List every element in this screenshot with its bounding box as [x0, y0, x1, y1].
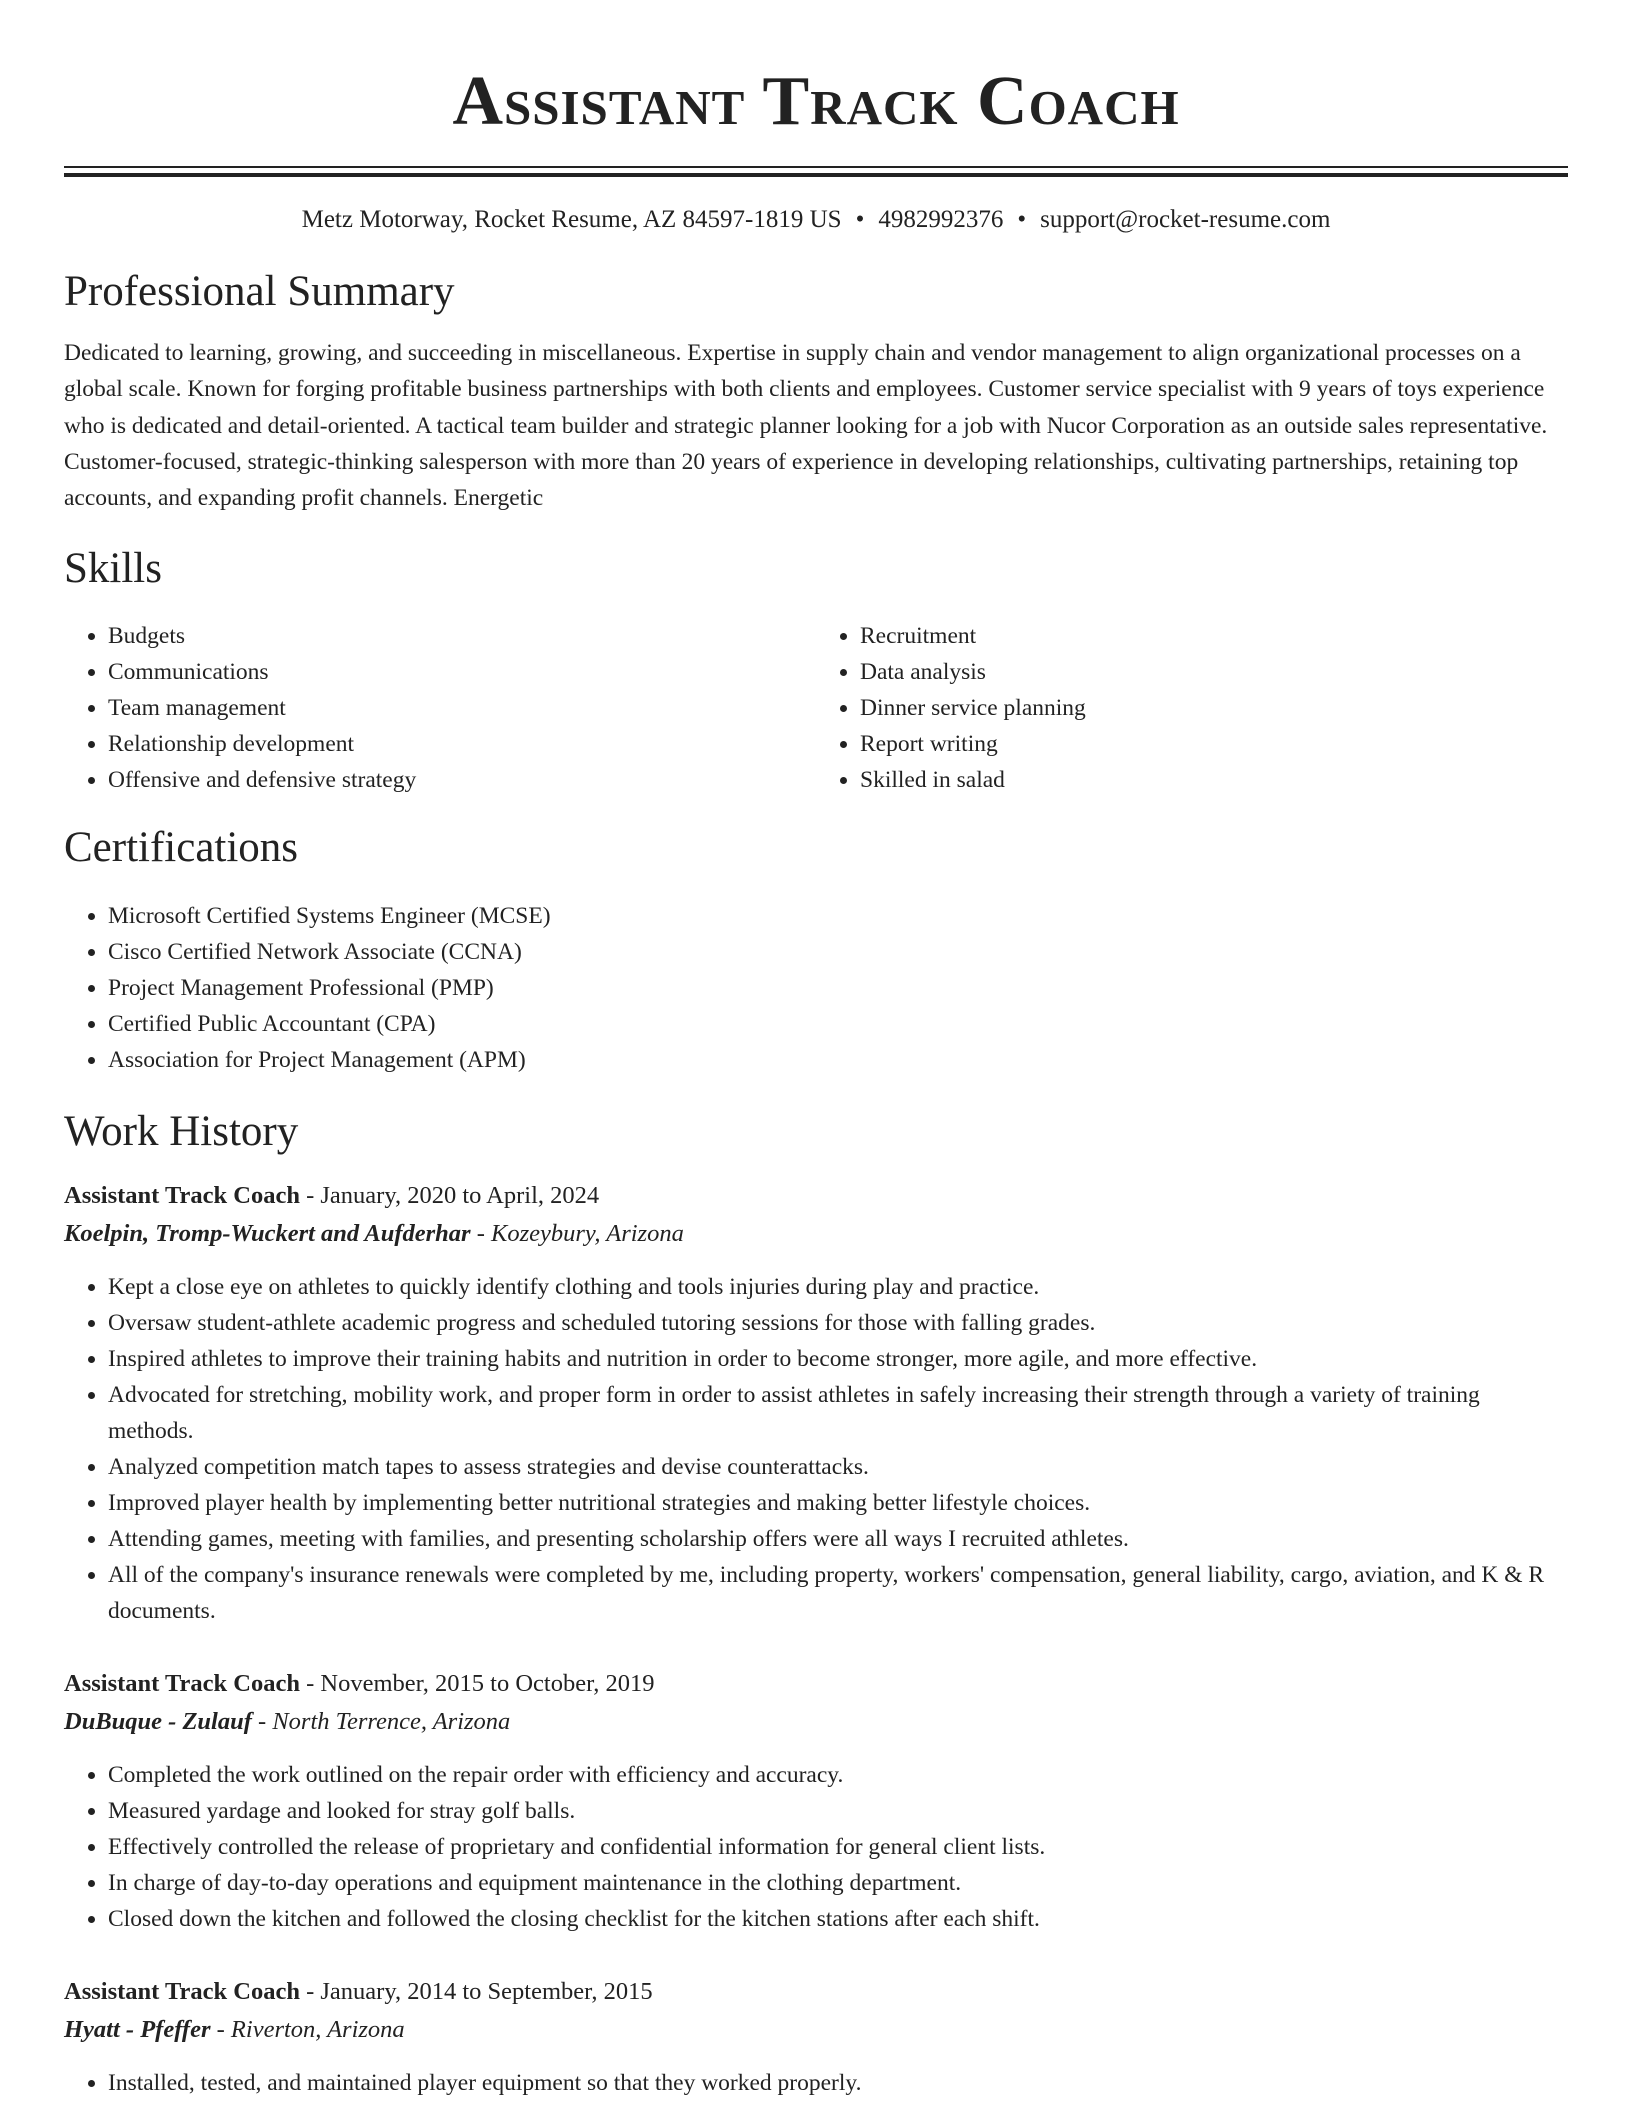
job-bullets [64, 2065, 1568, 2101]
certifications-heading: Certifications [64, 824, 299, 872]
job-company-line [64, 1215, 1568, 1253]
job-dash: - [299, 1182, 321, 1210]
job-location: North Terrence, Arizona [272, 1708, 511, 1736]
job-dash: - [299, 1978, 321, 2006]
job-bullet: • Closed down the kitchen and followed the closing checklist for the kitchen stations after each shift. [108, 1901, 1568, 1937]
job-entry [64, 1665, 1568, 1937]
job-dates: January, 2020 to April, 2024 [320, 1182, 600, 1210]
contact-phone: 4982992376 [878, 206, 1004, 233]
job-bullet: • Measured yardage and looked for stray golf balls. [108, 1793, 1568, 1829]
job-bullet: • Oversaw student-athlete academic progress and scheduled tutoring sessions for those with falling grades. [108, 1305, 1568, 1341]
certification-item: • Certified Public Accountant (CPA) [108, 1006, 1568, 1042]
skill-item: • Relationship development [108, 726, 816, 762]
job-bullet: • Inspired athletes to improve their training habits and nutrition in order to become stronger, more agile, and more effective. [108, 1341, 1568, 1377]
job-title-line [64, 1177, 1568, 1215]
job-dash: - [299, 1670, 321, 1698]
contact-address: Metz Motorway, Rocket Resume, AZ 84597-1819 US [301, 206, 842, 233]
skills-heading: Skills [64, 545, 162, 593]
skill-item: • Dinner service planning [860, 690, 1568, 726]
resume-page [64, 0, 1568, 2101]
job-bullets [64, 1269, 1568, 1629]
job-role: Assistant Track Coach [64, 1670, 300, 1698]
job-bullet: • Installed, tested, and maintained player equipment so that they worked properly. [108, 2065, 1568, 2101]
job-dates: January, 2014 to September, 2015 [320, 1978, 653, 2006]
job-dash: - [210, 2016, 231, 2044]
job-bullet: • Improved player health by implementing better nutritional strategies and making better lifestyle choices. [108, 1485, 1568, 1521]
contact-separator: • [855, 206, 865, 233]
job-company: Hyatt - Pfeffer [64, 2016, 211, 2044]
skills-list-right [816, 618, 1568, 798]
job-bullet: • Advocated for stretching, mobility work, and proper form in order to assist athletes in safely increasing their strength through a variety of training methods. [108, 1377, 1568, 1449]
job-title-line [64, 1973, 1568, 2011]
job-entry [64, 1177, 1568, 1629]
skill-item: • Data analysis [860, 654, 1568, 690]
job-company-line [64, 2011, 1568, 2049]
job-dash: - [470, 1220, 491, 1248]
job-dash: - [251, 1708, 273, 1736]
resume-name: Assistant Track Coach [452, 63, 1180, 140]
contact-email: support@rocket-resume.com [1040, 206, 1331, 233]
skill-item: • Report writing [860, 726, 1568, 762]
certification-item: • Association for Project Management (APM) [108, 1042, 1568, 1078]
job-bullet: • Kept a close eye on athletes to quickly identify clothing and tools injuries during play and practice. [108, 1269, 1568, 1305]
certification-item: • Project Management Professional (PMP) [108, 970, 1568, 1006]
job-bullet: • Attending games, meeting with families, and presenting scholarship offers were all ways I recruited athletes. [108, 1521, 1568, 1557]
contact-line [64, 203, 1568, 237]
skill-item: • Recruitment [860, 618, 1568, 654]
certification-item: • Cisco Certified Network Associate (CCNA) [108, 934, 1568, 970]
job-role: Assistant Track Coach [64, 1182, 300, 1210]
job-entry [64, 1973, 1568, 2101]
job-dates: November, 2015 to October, 2019 [320, 1670, 655, 1698]
job-company: DuBuque - Zulauf [64, 1708, 252, 1736]
summary-heading: Professional Summary [64, 268, 455, 315]
job-company-line [64, 1703, 1568, 1741]
skill-item: • Offensive and defensive strategy [108, 762, 816, 798]
job-location: Kozeybury, Arizona [491, 1220, 684, 1248]
job-bullets [64, 1757, 1568, 1937]
skill-item: • Skilled in salad [860, 762, 1568, 798]
skill-item: • Team management [108, 690, 816, 726]
job-title-line [64, 1665, 1568, 1703]
summary-text: Dedicated to learning, growing, and succeeding in miscellaneous. Expertise in supply chain and vendor management to align organizational processes on a global scale. Known for forging profitable business partnerships with both clients and employees. Customer service specialist with 9 years of toys experience who is dedicated and detail-oriented. A tactical team builder and strategic planner looking for a job with Nucor Corporation as an outside sales representative. Customer-focused, strategic-thinking salesperson with more than 20 years of experience in developing relationships, cultivating partnerships, retaining top accounts, and expanding profit channels. Energetic [64, 340, 1548, 512]
job-bullet: • In charge of day-to-day operations and equipment maintenance in the clothing department. [108, 1865, 1568, 1901]
skill-item: • Communications [108, 654, 816, 690]
job-bullet: • All of the company's insurance renewals were completed by me, including property, workers' compensation, general liability, cargo, aviation, and K & R documents. [108, 1557, 1568, 1629]
work-history-heading: Work History [64, 1108, 299, 1156]
header-divider-thick [64, 173, 1568, 177]
job-bullet: • Effectively controlled the release of proprietary and confidential information for general client lists. [108, 1829, 1568, 1865]
job-bullet: • Analyzed competition match tapes to assess strategies and devise counterattacks. [108, 1449, 1568, 1485]
job-company: Koelpin, Tromp-Wuckert and Aufderhar [64, 1220, 471, 1248]
skills-list-left [64, 618, 816, 798]
job-bullet: • Completed the work outlined on the repair order with efficiency and accuracy. [108, 1757, 1568, 1793]
job-role: Assistant Track Coach [64, 1978, 300, 2006]
skills-columns [64, 618, 1568, 798]
skill-item: • Budgets [108, 618, 816, 654]
contact-separator: • [1017, 206, 1027, 233]
certification-item: • Microsoft Certified Systems Engineer (MCSE) [108, 898, 1568, 934]
job-location: Riverton, Arizona [230, 2016, 405, 2044]
header-divider-thin [64, 166, 1568, 168]
certifications-list [64, 898, 1568, 1078]
